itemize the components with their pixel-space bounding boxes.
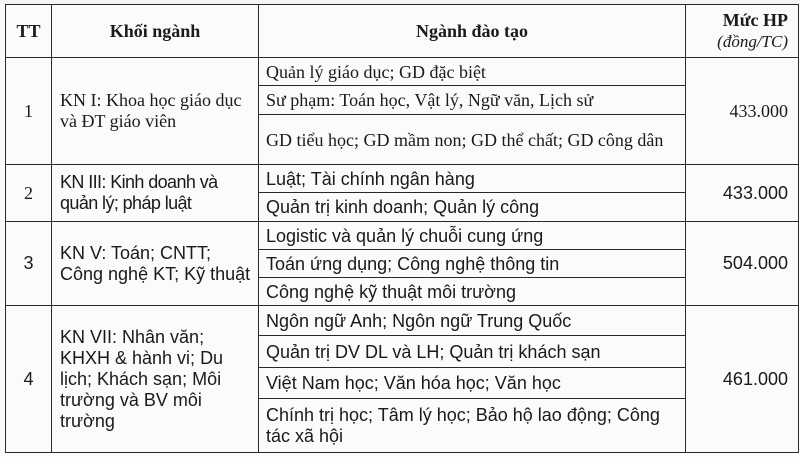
row-group: KN I: Khoa học giáo dục và ĐT giáo viên (52, 58, 259, 165)
row-group: KN VII: Nhân văn; KHXH & hành vi; Du lịch; Khách sạn; Môi trường và BV môi trường (52, 306, 259, 453)
row-fee: 433.000 (686, 165, 799, 222)
major-cell: Luật; Tài chính ngân hàng (259, 165, 686, 193)
header-row (6, 5, 799, 58)
row-tt: 1 (6, 58, 52, 165)
header-tt: TT (6, 5, 52, 58)
row-tt: 2 (6, 165, 52, 222)
major-cell: GD tiểu học; GD mầm non; GD thể chất; GD công dân (259, 115, 686, 165)
major-cell: Chính trị học; Tâm lý học; Bảo hộ lao động; Công tác xã hội (259, 399, 686, 453)
major-cell: Toán ứng dụng; Công nghệ thông tin (259, 250, 686, 278)
header-group: Khối ngành (52, 5, 259, 58)
table-row (6, 165, 799, 193)
major-cell: Quản lý giáo dục; GD đặc biệt (259, 58, 686, 86)
header-fee (686, 5, 799, 58)
row-fee: 461.000 (686, 306, 799, 453)
major-cell: Quản trị DV DL và LH; Quản trị khách sạn (259, 336, 686, 368)
table-row (6, 58, 799, 86)
major-cell: Việt Nam học; Văn hóa học; Văn học (259, 368, 686, 399)
row-fee: 433.000 (686, 58, 799, 165)
tuition-fee-table (5, 4, 799, 453)
header-fee-label: Mức HP (722, 10, 788, 30)
table-row (6, 306, 799, 336)
major-cell: Quản trị kinh doanh; Quản lý công (259, 193, 686, 222)
row-fee: 504.000 (686, 222, 799, 306)
header-fee-unit: (đồng/TC) (717, 32, 788, 51)
row-group: KN III: Kinh doanh và quản lý; pháp luật (52, 165, 259, 222)
row-group: KN V: Toán; CNTT; Công nghệ KT; Kỹ thuật (52, 222, 259, 306)
row-tt: 3 (6, 222, 52, 306)
table-row (6, 222, 799, 250)
header-major: Ngành đào tạo (259, 5, 686, 58)
major-cell: Công nghệ kỹ thuật môi trường (259, 278, 686, 306)
major-cell: Logistic và quản lý chuỗi cung ứng (259, 222, 686, 250)
major-cell: Sư phạm: Toán học, Vật lý, Ngữ văn, Lịch sử (259, 86, 686, 115)
row-tt: 4 (6, 306, 52, 453)
major-cell: Ngôn ngữ Anh; Ngôn ngữ Trung Quốc (259, 306, 686, 336)
